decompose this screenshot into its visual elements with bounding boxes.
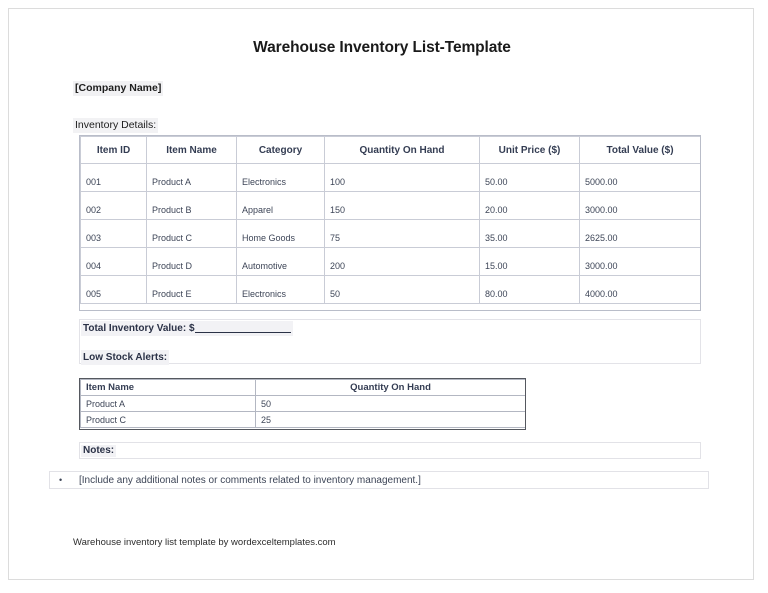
table-row[interactable] xyxy=(81,220,701,248)
cell-total-value: 5000.00 xyxy=(580,164,701,192)
low-stock-header-row xyxy=(81,380,526,396)
bullet-icon: • xyxy=(59,475,63,485)
cell-item-id: 002 xyxy=(81,192,147,220)
cell-total-value: 2625.00 xyxy=(580,220,701,248)
company-name-field[interactable]: [Company Name] xyxy=(75,82,162,94)
document-page xyxy=(8,8,754,580)
notes-label: Notes: xyxy=(83,445,115,456)
low-stock-alerts-label: Low Stock Alerts: xyxy=(83,352,168,363)
total-inventory-value-input[interactable] xyxy=(195,332,291,333)
notes-section xyxy=(79,442,701,459)
cell-category: Automotive xyxy=(237,248,325,276)
cell-category: Home Goods xyxy=(237,220,325,248)
column-header-category: Category xyxy=(237,137,325,164)
cell-item-name: Product C xyxy=(147,220,237,248)
cell-item-name: Product B xyxy=(147,192,237,220)
cell-unit-price: 50.00 xyxy=(480,164,580,192)
cell-category: Electronics xyxy=(237,164,325,192)
table-row[interactable] xyxy=(81,192,701,220)
cell-total-value: 3000.00 xyxy=(580,248,701,276)
note-placeholder-text[interactable]: [Include any additional notes or comments related to inventory management.] xyxy=(79,475,421,486)
table-row[interactable] xyxy=(81,164,701,192)
table-row[interactable] xyxy=(81,248,701,276)
cell-item-id: 004 xyxy=(81,248,147,276)
inventory-table xyxy=(80,136,701,304)
total-inventory-value-label: Total Inventory Value: $ xyxy=(83,323,195,334)
column-header-item-name: Item Name xyxy=(147,137,237,164)
low-stock-cell-item-name: Product A xyxy=(81,396,256,412)
cell-quantity: 100 xyxy=(325,164,480,192)
cell-unit-price: 20.00 xyxy=(480,192,580,220)
cell-item-name: Product E xyxy=(147,276,237,304)
cell-unit-price: 80.00 xyxy=(480,276,580,304)
column-header-total-value: Total Value ($) xyxy=(580,137,701,164)
table-row[interactable] xyxy=(81,412,526,428)
page-title: Warehouse Inventory List-Template xyxy=(253,39,511,56)
low-stock-column-header-item-name: Item Name xyxy=(81,380,256,396)
cell-unit-price: 35.00 xyxy=(480,220,580,248)
cell-unit-price: 15.00 xyxy=(480,248,580,276)
low-stock-cell-quantity: 50 xyxy=(256,396,526,412)
cell-item-name: Product A xyxy=(147,164,237,192)
cell-total-value: 3000.00 xyxy=(580,192,701,220)
table-row[interactable] xyxy=(81,276,701,304)
low-stock-cell-quantity: 25 xyxy=(256,412,526,428)
cell-category: Apparel xyxy=(237,192,325,220)
cell-total-value: 4000.00 xyxy=(580,276,701,304)
inventory-table-header-row xyxy=(81,137,701,164)
column-header-quantity: Quantity On Hand xyxy=(325,137,480,164)
total-inventory-value-row[interactable] xyxy=(81,321,293,336)
cell-quantity: 150 xyxy=(325,192,480,220)
inventory-details-label: Inventory Details: xyxy=(75,119,157,131)
footer-credit: Warehouse inventory list template by wordexceltemplates.com xyxy=(73,537,336,548)
column-header-unit-price: Unit Price ($) xyxy=(480,137,580,164)
low-stock-table xyxy=(80,379,526,428)
cell-category: Electronics xyxy=(237,276,325,304)
column-header-item-id: Item ID xyxy=(81,137,147,164)
low-stock-column-header-quantity: Quantity On Hand xyxy=(256,380,526,396)
cell-item-name: Product D xyxy=(147,248,237,276)
cell-item-id: 001 xyxy=(81,164,147,192)
table-row[interactable] xyxy=(81,396,526,412)
cell-quantity: 75 xyxy=(325,220,480,248)
cell-quantity: 200 xyxy=(325,248,480,276)
cell-item-id: 003 xyxy=(81,220,147,248)
low-stock-cell-item-name: Product C xyxy=(81,412,256,428)
cell-item-id: 005 xyxy=(81,276,147,304)
cell-quantity: 50 xyxy=(325,276,480,304)
